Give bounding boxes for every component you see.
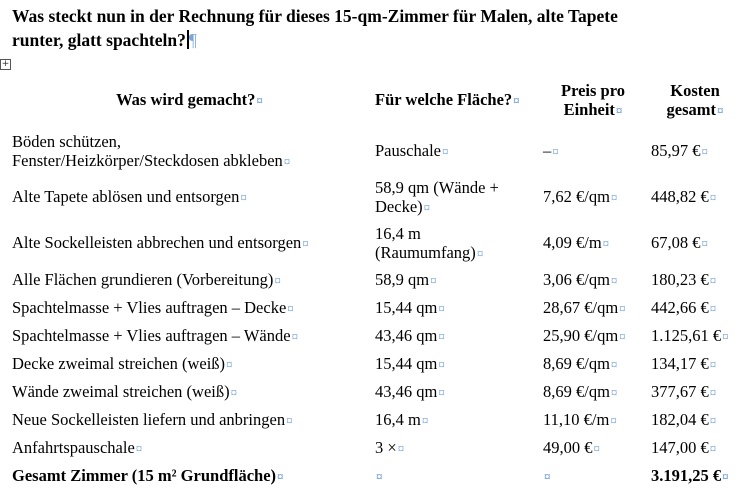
cell-end-mark: ¤ (286, 413, 293, 428)
cell-text: 3,06 €/qm (543, 270, 610, 289)
cell-text: 7,62 €/qm (543, 187, 610, 206)
cell-cost (647, 406, 743, 434)
cell-text: Pauschale (375, 141, 441, 160)
cell-end-mark: ¤ (709, 357, 717, 372)
table-row (8, 350, 743, 378)
cell-end-mark: ¤ (240, 190, 247, 205)
cell-unit-price (539, 406, 647, 434)
table-row (8, 128, 743, 174)
cell-text: 16,4 m (375, 410, 421, 429)
cell-text: Alte Tapete ablösen und entsorgen (12, 187, 240, 206)
header-total-cost: Kosten gesamt¤ (666, 80, 724, 119)
total-cell-area (371, 462, 539, 490)
cell-text: 377,67 € (651, 382, 709, 401)
cell-end-mark: ¤ (291, 329, 299, 344)
cell-end-mark: ¤ (274, 273, 281, 288)
cell-text: 43,46 qm (375, 382, 438, 401)
cell-text: 43,46 qm (375, 326, 438, 345)
cell-end-mark: ¤ (602, 236, 610, 251)
cell-text-line-2: Fenster/Heizkörper/Steckdosen abkleben (12, 150, 283, 170)
cell-end-mark: ¤ (287, 301, 294, 316)
cell-text: 15,44 qm (375, 354, 438, 373)
cell-text: 448,82 € (651, 187, 709, 206)
cell-end-mark: ¤ (701, 144, 708, 159)
cell-text: 182,04 € (651, 410, 709, 429)
table-row (8, 322, 743, 350)
total-cell-price (539, 462, 647, 490)
cell-text: 67,08 € (651, 233, 701, 252)
cell-text: 180,23 € (651, 270, 709, 289)
cell-end-mark: ¤ (619, 329, 626, 344)
table-total-row (8, 462, 743, 490)
cell-what (8, 378, 371, 406)
cell-text: 25,90 €/qm (543, 326, 619, 345)
cell-text: 58,9 qm (Wände + (375, 177, 499, 197)
cell-text: Böden schützen, (12, 131, 122, 151)
table-row (8, 406, 743, 434)
table-row (8, 294, 743, 322)
cell-end-mark: ¤ (709, 301, 717, 316)
cell-text: Anfahrtspauschale (12, 438, 135, 457)
table-row (8, 378, 743, 406)
cell-text: 16,4 m (375, 223, 421, 243)
cell-end-mark: ¤ (552, 144, 559, 159)
cell-unit-price (539, 128, 647, 174)
cell-end-mark: ¤ (722, 469, 729, 484)
cell-area (371, 266, 539, 294)
cell-text: 8,69 €/qm (543, 382, 610, 401)
cell-end-mark: ¤ (709, 190, 717, 205)
cell-text: 4,09 €/m (543, 233, 602, 252)
cell-end-mark: ¤ (302, 236, 309, 251)
cell-text: 58,9 qm (375, 270, 430, 289)
cell-what (8, 294, 371, 322)
heading-line-2-text: runter, glatt spachteln? (12, 30, 186, 50)
cell-end-mark: ¤ (610, 413, 617, 428)
cell-cost (647, 434, 743, 462)
cell-text: Spachtelmasse + Vlies auftragen – Wände (12, 326, 291, 345)
cell-text: Decke zweimal streichen (weiß) (12, 354, 226, 373)
cell-text: 15,44 qm (375, 298, 438, 317)
cell-what (8, 128, 371, 174)
cell-text: 147,00 € (651, 438, 709, 457)
cell-end-mark: ¤ (423, 199, 431, 215)
cell-end-mark: ¤ (701, 236, 708, 251)
cell-unit-price (539, 266, 647, 294)
cell-end-mark: ¤ (476, 245, 484, 261)
cell-text: Spachtelmasse + Vlies auftragen – Decke (12, 298, 287, 317)
cell-end-mark: ¤ (722, 329, 729, 344)
cell-area (371, 434, 539, 462)
cell-cost (647, 322, 743, 350)
cell-end-mark: ¤ (610, 273, 618, 288)
cell-what (8, 220, 371, 266)
cell-text: 85,97 € (651, 141, 701, 160)
cell-area (371, 322, 539, 350)
cell-end-mark: ¤ (610, 357, 618, 372)
cell-end-mark: ¤ (709, 441, 717, 456)
cell-end-mark: ¤ (438, 301, 445, 316)
cell-cost (647, 174, 743, 220)
cell-unit-price (539, 174, 647, 220)
cell-text: 3 × (375, 438, 397, 457)
cell-text: 134,17 € (651, 354, 709, 373)
cell-what (8, 406, 371, 434)
total-cell-cost (647, 462, 743, 490)
cell-area (371, 220, 539, 266)
cell-area (371, 128, 539, 174)
cell-end-mark: ¤ (438, 357, 445, 372)
cell-end-mark: ¤ (709, 385, 717, 400)
heading-line-1: Was steckt nun in der Rechnung für dieses 15-qm-Zimmer für Malen, alte Tapete (12, 6, 618, 26)
cell-unit-price (539, 322, 647, 350)
cell-unit-price (539, 378, 647, 406)
table-row (8, 266, 743, 294)
cell-text: 1.125,61 € (651, 326, 722, 345)
cell-what (8, 266, 371, 294)
cell-cost (647, 128, 743, 174)
cell-end-mark: ¤ (226, 357, 233, 372)
cost-table (8, 72, 743, 490)
cell-text: Alte Sockelleisten abbrechen und entsorgen (12, 233, 302, 252)
cell-text: Neue Sockelleisten liefern und anbringen (12, 410, 286, 429)
table-row (8, 220, 743, 266)
cell-end-mark: ¤ (283, 153, 291, 169)
header-area: Für welche Fläche?¤ (375, 90, 520, 109)
cell-unit-price (539, 434, 647, 462)
cell-what (8, 434, 371, 462)
table-header-row (8, 72, 743, 128)
cell-text: 3.191,25 € (651, 466, 722, 485)
cell-cost (647, 266, 743, 294)
cell-what (8, 350, 371, 378)
cell-text: 442,66 € (651, 298, 709, 317)
cell-area (371, 174, 539, 220)
table-row (8, 174, 743, 220)
cell-text: – (543, 141, 552, 160)
table-move-handle-icon[interactable]: + (1, 59, 10, 69)
cell-text: 49,00 € (543, 438, 593, 457)
cell-unit-price (539, 220, 647, 266)
header-what: Was wird gemacht?¤ (116, 90, 263, 109)
cell-text: Alle Flächen grundieren (Vorbereitung) (12, 270, 274, 289)
cell-area (371, 406, 539, 434)
cell-end-mark: ¤ (438, 329, 445, 344)
cell-area (371, 350, 539, 378)
cell-text: Wände zweimal streichen (weiß) (12, 382, 230, 401)
cell-what (8, 322, 371, 350)
cell-end-mark: ¤ (376, 469, 383, 484)
cell-text: Gesamt Zimmer (15 m² Grundfläche) (12, 466, 277, 485)
cell-end-mark: ¤ (421, 413, 429, 428)
cell-area (371, 378, 539, 406)
cell-what (8, 174, 371, 220)
cell-end-mark: ¤ (709, 273, 717, 288)
cell-end-mark: ¤ (397, 441, 405, 456)
cell-cost (647, 378, 743, 406)
table-row (8, 434, 743, 462)
document-heading (12, 4, 732, 52)
cell-text: 28,67 €/qm (543, 298, 619, 317)
cell-end-mark: ¤ (438, 385, 445, 400)
cell-text: 8,69 €/qm (543, 354, 610, 373)
header-unit-price: Preis pro Einheit¤ (560, 80, 625, 119)
cell-end-mark: ¤ (277, 469, 284, 484)
cell-end-mark: ¤ (430, 273, 437, 288)
cell-unit-price (539, 350, 647, 378)
cell-cost (647, 220, 743, 266)
cell-end-mark: ¤ (441, 144, 449, 159)
cell-end-mark: ¤ (619, 301, 626, 316)
cell-end-mark: ¤ (709, 413, 717, 428)
cell-text-line-2: Decke) (375, 196, 423, 216)
cell-end-mark: ¤ (544, 469, 551, 484)
heading-line-2 (12, 28, 732, 52)
cell-text-line-2: (Raumumfang) (375, 242, 476, 262)
cell-end-mark: ¤ (610, 190, 618, 205)
cell-text: 11,10 €/m (543, 410, 610, 429)
total-cell-what (8, 462, 371, 490)
cell-area (371, 294, 539, 322)
cell-end-mark: ¤ (230, 385, 238, 400)
cell-end-mark: ¤ (610, 385, 618, 400)
pilcrow-mark: ¶ (188, 30, 197, 50)
cell-end-mark: ¤ (135, 441, 143, 456)
cell-cost (647, 350, 743, 378)
cell-end-mark: ¤ (593, 441, 600, 456)
cell-cost (647, 294, 743, 322)
cell-unit-price (539, 294, 647, 322)
